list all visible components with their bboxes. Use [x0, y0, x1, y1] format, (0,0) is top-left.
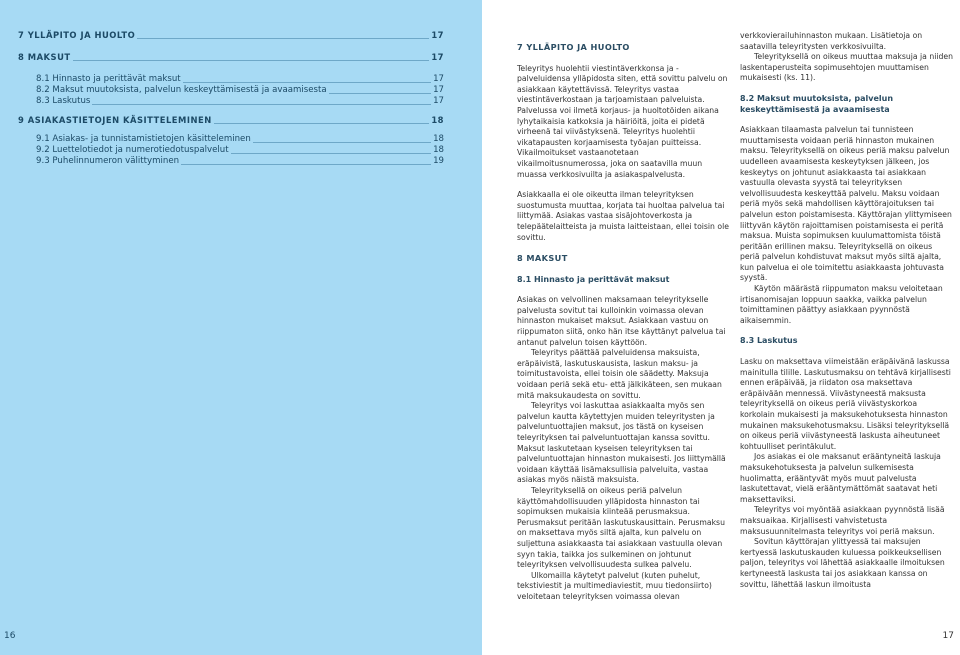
paragraph: Käytön määrästä riippumaton maksu veloitetaan irtisanomisajan loppuun saakka, vaikka palvelun toimittaminen päättyy asiakkaan pyynnöstä aikaisemmin. — [740, 284, 943, 325]
section-heading: 8 MAKSUT — [517, 253, 568, 264]
toc-page: 19 — [433, 156, 444, 166]
toc-page: 18 — [433, 145, 444, 155]
toc-leader — [231, 153, 431, 154]
toc-page: 17 — [431, 52, 444, 62]
toc-leader — [329, 93, 431, 94]
text-column-1 — [517, 42, 730, 603]
toc-page: 18 — [433, 134, 444, 144]
toc-entry[interactable] — [18, 30, 444, 41]
toc-entry[interactable] — [18, 134, 444, 145]
toc-leader — [253, 142, 431, 143]
paragraph: Teleyritys päättää palveluidensa maksuista, eräpäivistä, laskutuskausista, laskun maksu- ja toimitustavoista, ellei toisin ole säädetty. Maksuja voidaan periä sekä etu- että jälkikäteen, sen mukaan mitä maksukaudesta on sovittu. — [517, 348, 722, 400]
paragraph: Asiakkaalla ei ole oikeutta ilman teleyrityksen suostumusta muuttaa, korjata tai huoltaa palvelua tai liittymää. Asiakas vastaa sisäjohtoverkosta ja telepäätelaitteista ja muista laitteistaan, ellei toisin ole sovittu. — [517, 190, 729, 242]
paragraph: verkkovierailuhinnaston mukaan. Lisätietoja on saatavilla teleyritysten verkkosivuilta. — [740, 31, 923, 51]
toc-page: 17 — [433, 85, 444, 95]
toc-label: 9.2 Luettelotiedot ja numerotiedotuspalvelut — [36, 145, 229, 155]
toc-entry[interactable] — [18, 156, 444, 167]
toc-label: 9.3 Puhelinnumeron välittyminen — [36, 156, 180, 166]
paragraph: Teleyritys huolehtii viestintäverkkonsa ja -palveluidensa ylläpidosta siten, että sovittu palvelu on asiakkaan käytettävissä. Teleyritys vastaa viestintäverkostaan ja tarjoamistaan palveluista. Palvelussa voi ilmetä korjaus- ja huoltotöiden aikana lyhytaikaisia katkoksia ja häiriöitä, joita ei pidetä virheenä tai viivästyksenä. Teleyritys huolehtii vikatapausten korjaamisesta työajan puitteissa. Vikailmoitukset vastaanotetaan vikailmoitusnumerossa, joka on saatavilla muun muassa verkkosivuilta ja asiakaspalvelusta. — [517, 63, 728, 179]
paragraph: Teleyritys voi myöntää asiakkaan pyynnöstä lisää maksuaikaa. Kirjallisesti vahvistetusta maksusuunnitelmasta teleyritys voi periä maksun. — [740, 505, 945, 536]
page-number: 16 — [4, 631, 16, 641]
toc-label: 9 ASIAKASTIETOJEN KÄSITTELEMINEN — [18, 115, 212, 125]
toc-entry[interactable] — [18, 115, 444, 126]
paragraph: Ulkomailla käytetyt palvelut (kuten puhelut, tekstiviestit ja multimediaviestit, muu tiedonsiirto) veloitetaan teleyrityksen voimassa olevan — [517, 570, 712, 601]
text-column-2 — [740, 31, 953, 590]
section-heading: 7 YLLÄPITO JA HUOLTO — [517, 42, 630, 52]
right-page — [482, 0, 960, 655]
toc-label: 8.2 Maksut muutoksista, palvelun keskeyttämisestä ja avaamisesta — [36, 85, 327, 95]
toc-label: 8.3 Laskutus — [36, 96, 91, 106]
toc-entry[interactable] — [18, 85, 444, 96]
toc-leader — [181, 164, 431, 165]
subsection-heading: 8.2 Maksut muutoksista, palvelun keskeyttämisestä ja avaamisesta — [740, 93, 894, 114]
paragraph: Asiakas on velvollinen maksamaan teleyritykselle palvelusta sovitut tai kulloinkin voimassa olevan hinnaston mukaiset maksut. Asiakkaan vastuu on riippumaton siitä, onko hän itse käyttänyt palvelua tai antanut palvelun toisen käyttöön. — [517, 295, 726, 347]
toc-leader — [183, 82, 431, 83]
toc-leader — [214, 123, 430, 124]
paragraph: Sovitun käyttörajan ylittyessä tai maksujen kertyessä laskutuskauden kuluessa poikkeuksellisen paljon, teleyritys voi lähettää asiakkaalle ilmoituksen kertyneestä laskusta tai jos asiakkaan kanssa on sovittu, lähettää laskun ilmoitusta — [740, 537, 945, 589]
toc-page: 18 — [431, 115, 444, 125]
toc-page: 17 — [433, 74, 444, 84]
toc-entry[interactable] — [18, 52, 444, 63]
table-of-contents — [18, 30, 444, 167]
toc-label: 9.1 Asiakas- ja tunnistamistietojen käsitteleminen — [36, 134, 251, 144]
toc-entry[interactable] — [18, 74, 444, 85]
paragraph: Teleyrityksellä on oikeus periä palvelun käyttömahdollisuuden ylläpidosta hinnaston tai sopimuksen mukaisia kiinteää perusmaksua. Perusmaksut peritään laskutuskausittain. Perusmaksu on maksettava myös siltä ajalta, kun palvelu on suljettuna asiakkaasta tai asiakkaan vastuulla olevan syyn takia, taikka jos sulkeminen on johtunut teleyrityksen velvollisuudesta sulkea palvelu. — [517, 485, 725, 570]
toc-label: 8 MAKSUT — [18, 52, 71, 62]
toc-entry[interactable] — [18, 145, 444, 156]
toc-label: 8.1 Hinnasto ja perittävät maksut — [36, 74, 181, 84]
toc-leader — [73, 60, 430, 61]
paragraph: Teleyrityksellä on oikeus muuttaa maksuja ja niiden laskentaperusteita sopimusehtojen muuttamisen mukaisesti (ks. 11). — [740, 52, 953, 83]
toc-page: 17 — [431, 30, 444, 40]
toc-leader — [92, 104, 431, 105]
page-number: 17 — [942, 631, 954, 641]
subsection-heading: 8.1 Hinnasto ja perittävät maksut — [517, 274, 670, 284]
toc-entry[interactable] — [18, 96, 444, 107]
paragraph: Lasku on maksettava viimeistään eräpäivänä laskussa mainitulla tilille. Laskutusmaksu on tehtävä kirjallisesti ennen eräpäivää, ja riidaton osa maksettava eräpäivään mennessä. Viivästyneestä maksusta teleyrityksellä on oikeus periä viivästyskorkoa korkolain mukaisesti ja maksukehotuksesta hinnaston mukainen maksukehotusmaksu. Lisäksi teleyrityksellä on oikeus periä viivästyneestä laskusta aiheutuneet kohtuulliset perintäkulut. — [740, 357, 951, 451]
paragraph: Teleyritys voi laskuttaa asiakkaalta myös sen palvelun kautta käytettyjen muiden teleyritysten ja palveluntuottajien maksut, jos tästä on kyseisen teleyrityksen tai palveluntuottajan kanssa sovittu. Maksut laskutetaan kyseisen teleyrityksen tai palveluntuottajan hinnaston mukaisesti. Jos liittymällä voidaan käyttää lisämaksullisia palveluita, vastaa asiakas myös näistä maksuista. — [517, 401, 726, 485]
toc-label: 7 YLLÄPITO JA HUOLTO — [18, 30, 136, 40]
toc-leader — [137, 38, 429, 39]
paragraph: Asiakkaan tilaamasta palvelun tai tunnisteen muuttamisesta voidaan periä hinnaston mukainen maksu. Teleyrityksellä on oikeus periä maksu palvelun uudelleen avaamisesta keskeytyksen jälkeen, jos keskeytys on johtunut asiakkaasta tai asiakkaan vastuulla olevasta syystä tai teleyrityksen velvollisuudesta keskeyttää palvelu. Maksu voidaan periä myös sekä mahdollisen käyttörajoituksen tai palvelun eston poistamisesta. Käyttörajan ylittymiseen liittyvän käytön rajoittamisen poistamisesta ei peritä maksua. Muista sopimuksen kuulumattomista töistä peritään erillinen maksu. Teleyrityksellä on oikeus periä palvelun kohdistuvat maksut myös siltä ajalta, kun palvelua ei ole toimitettu asiakkaasta johtuvasta syystä. — [740, 125, 952, 283]
subsection-heading: 8.3 Laskutus — [740, 336, 798, 346]
paragraph: Jos asiakas ei ole maksanut erääntyneitä laskuja maksukehotuksesta ja palvelun sulkemisesta huolimatta, erääntyvät myös muut palvelusta laskutettavat, vielä erääntymättömät saatavat heti maksettaviksi. — [740, 452, 941, 504]
toc-page: 17 — [433, 96, 444, 106]
